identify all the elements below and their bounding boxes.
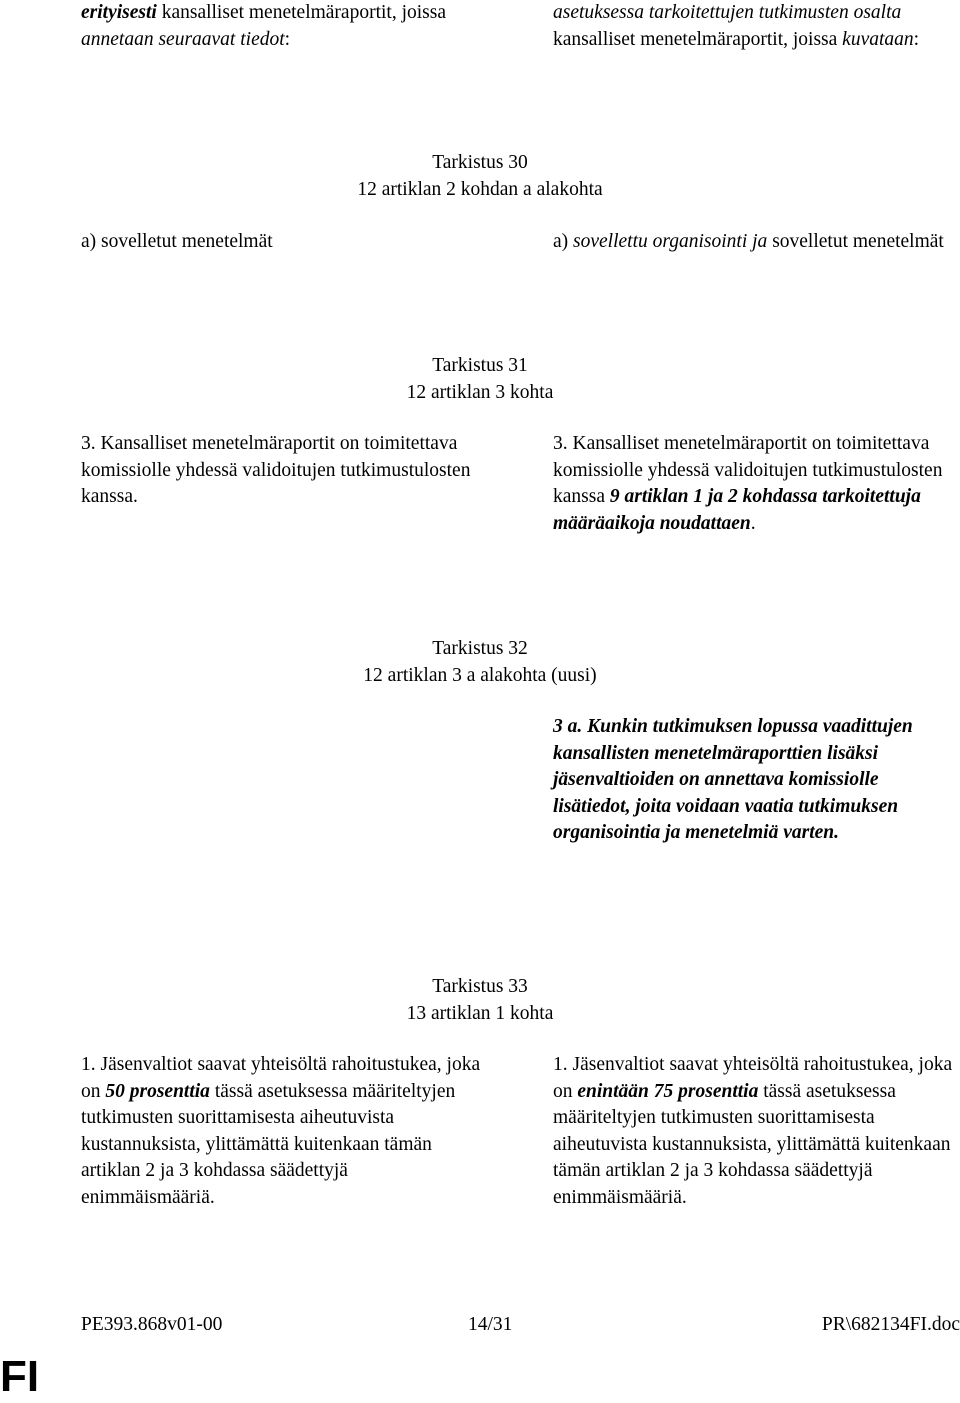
text-run: erityisesti bbox=[81, 2, 157, 23]
amendment-heading bbox=[0, 353, 960, 406]
paragraph bbox=[553, 0, 953, 53]
text-run: sovelletut menetelmät bbox=[767, 231, 944, 252]
amendment-heading bbox=[0, 974, 960, 1027]
footer-file-name: PR\682134FI.doc bbox=[821, 1314, 960, 1335]
text-run: kansalliset menetelmäraportit, joissa bbox=[553, 28, 843, 50]
paragraph bbox=[81, 229, 486, 256]
text-run: 1. Jäsenvaltiot saavat yhteisöltä rahoitustukea, joka on bbox=[81, 1054, 481, 1102]
original-text-column bbox=[81, 229, 486, 256]
amendment-reference: 12 artiklan 3 a alakohta (uusi) bbox=[363, 664, 597, 686]
text-run: annetaan seuraavat tiedot bbox=[81, 28, 285, 50]
text-run: kuvataan bbox=[842, 28, 914, 50]
paragraph bbox=[81, 0, 486, 53]
amended-text-column bbox=[553, 431, 953, 537]
text-run: enintään 75 prosenttia bbox=[577, 1080, 759, 1102]
text-run: tässä asetuksessa määriteltyjen tutkimusten suorittamisesta aiheutuvista kustannuksista, ylittämättä kuitenkaan tämän artiklan 2 ja 3 kohdassa säädettyjä enimmäismääriä. bbox=[553, 1080, 951, 1208]
text-run: tässä asetuksessa määriteltyjen tutkimusten suorittamisesta aiheutuvista kustannuksista, ylittämättä kuitenkaan tämän artiklan 2 ja 3 kohdassa säädettyjä enimmäismääriä. bbox=[81, 1080, 456, 1208]
intro-left-column bbox=[81, 0, 486, 53]
paragraph bbox=[553, 229, 953, 256]
text-run: 9 artiklan 1 ja 2 kohdassa tarkoitettuja määräaikoja noudattaen bbox=[553, 486, 921, 534]
amendment-heading bbox=[0, 636, 960, 689]
amended-text-column bbox=[553, 1052, 953, 1211]
footer-page-number: 14/31 bbox=[468, 1314, 513, 1335]
amended-text-column bbox=[553, 714, 953, 847]
amendment-number: Tarkistus 30 bbox=[432, 152, 528, 173]
amendment-reference: 12 artiklan 3 kohta bbox=[406, 381, 554, 403]
paragraph bbox=[553, 431, 953, 537]
text-run: 50 prosenttia bbox=[105, 1080, 210, 1102]
text-run: kansalliset menetelmäraportit, joissa bbox=[156, 2, 446, 23]
amendment-number: Tarkistus 32 bbox=[432, 638, 528, 659]
amendment-heading bbox=[0, 150, 960, 203]
original-text-column bbox=[81, 1052, 486, 1211]
amendment-number: Tarkistus 33 bbox=[432, 976, 528, 997]
paragraph bbox=[81, 1052, 486, 1211]
amended-text-column bbox=[553, 229, 953, 256]
text-run: a) bbox=[553, 231, 574, 252]
text-run: sovellettu organisointi ja bbox=[573, 231, 768, 252]
paragraph bbox=[553, 714, 953, 847]
text-run: : bbox=[284, 28, 291, 50]
text-run: asetuksessa tarkoitettujen tutkimusten osalta bbox=[553, 2, 902, 23]
text-run: . bbox=[750, 512, 756, 534]
text-run: : bbox=[913, 28, 920, 50]
amendment-number: Tarkistus 31 bbox=[432, 355, 528, 376]
text-run: 3 a. Kunkin tutkimuksen lopussa vaadittujen kansallisten menetelmäraporttien lisäksi jäsenvaltioiden on annettava komissiolle lisätiedot, joita voidaan vaatia tutkimuksen organisointia ja menetelmiä varten. bbox=[553, 716, 913, 843]
text-run: 1. Jäsenvaltiot saavat yhteisöltä rahoitustukea, joka on bbox=[553, 1054, 953, 1102]
intro-right-column bbox=[553, 0, 953, 53]
text-run: a) sovelletut menetelmät bbox=[81, 231, 273, 252]
amendment-reference: 13 artiklan 1 kohta bbox=[406, 1002, 554, 1024]
language-code: FI bbox=[0, 1352, 40, 1401]
text-run: 3. Kansalliset menetelmäraportit on toimitettava komissiolle yhdessä validoitujen tutkimustulosten kanssa bbox=[553, 433, 943, 507]
footer-document-ref: PE393.868v01-00 bbox=[81, 1314, 223, 1335]
paragraph bbox=[81, 431, 486, 511]
original-text-column bbox=[81, 431, 486, 511]
amendment-reference: 12 artiklan 2 kohdan a alakohta bbox=[357, 178, 603, 200]
paragraph bbox=[553, 1052, 953, 1211]
text-run: 3. Kansalliset menetelmäraportit on toimitettava komissiolle yhdessä validoitujen tutkimustulosten kanssa. bbox=[81, 433, 471, 507]
